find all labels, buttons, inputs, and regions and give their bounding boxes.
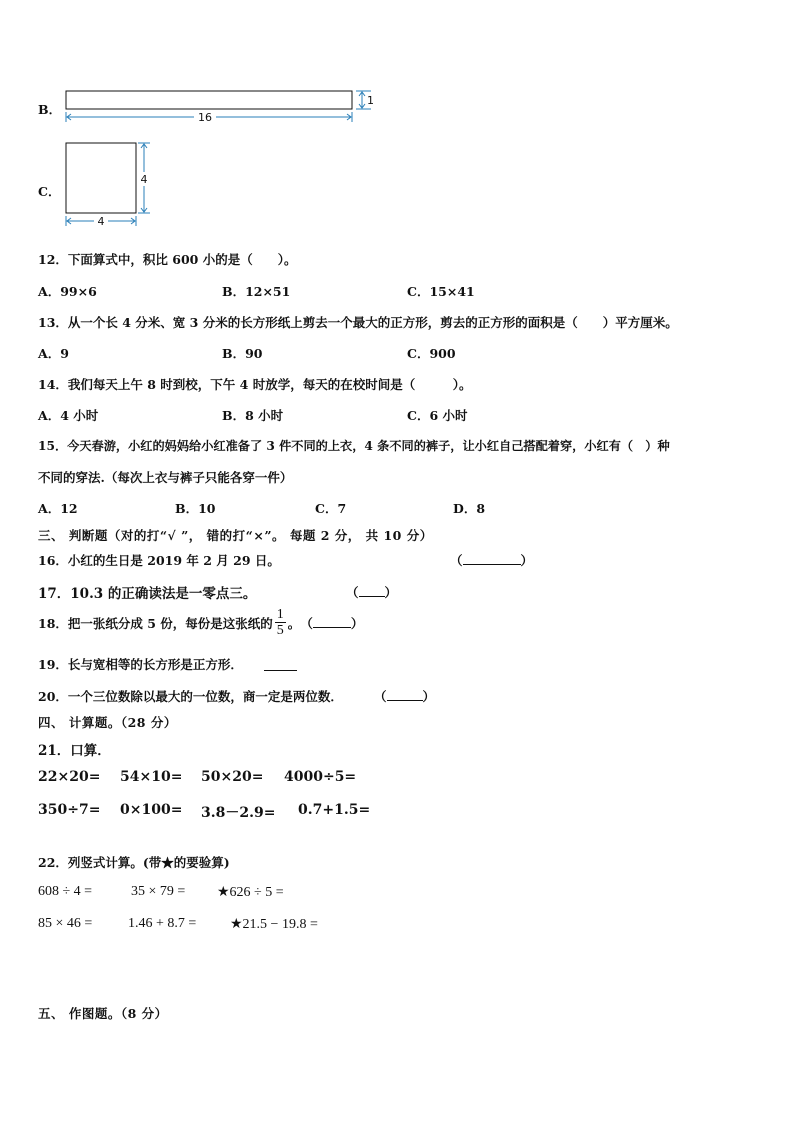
- question-17: 17．10.3 的正确读法是一零点三。: [38, 586, 257, 602]
- square-c-figure: [58, 136, 158, 232]
- q20-answer-blank[interactable]: （ ）: [374, 689, 436, 704]
- question-22-title: 22．列竖式计算。(带★的要验算): [38, 855, 230, 870]
- question-15-line2: 不同的穿法.（每次上衣与裤子只能各穿一件）: [38, 470, 293, 485]
- section-5-title: 五、 作图题。（8 分）: [38, 1006, 168, 1021]
- q14-option-c: C．6 小时: [407, 408, 468, 423]
- option-c-label: C．: [38, 184, 61, 199]
- q15-option-c: C．7: [315, 501, 347, 516]
- q12-option-b: B．12×51: [222, 284, 291, 299]
- rectangle-b-length: 16: [198, 111, 212, 124]
- vertical-calc-4: 85 × 46 =: [38, 916, 93, 931]
- question-19: 19．长与宽相等的长方形是正方形．: [38, 657, 243, 672]
- question-13: 13．从一个长 4 分米、宽 3 分米的长方形纸上剪去一个最大的正方形，剪去的正方形的面积是（ ）平方厘米。: [38, 315, 678, 330]
- oral-calc-2: 54×10=: [120, 769, 183, 785]
- question-16: 16．小红的生日是 2019 年 2 月 29 日。: [38, 553, 280, 568]
- q12-option-a: A．99×6: [38, 284, 97, 299]
- question-21-title: 21．口算．: [38, 743, 111, 759]
- oral-calc-3: 50×20=: [201, 769, 264, 785]
- option-b-label: B．: [38, 102, 62, 117]
- section-4-title: 四、 计算题。（28 分）: [38, 715, 177, 730]
- question-14: 14．我们每天上午 8 时到校，下午 4 时放学，每天的在校时间是（ ）。: [38, 377, 472, 392]
- section-3-title: 三、 判断题（对的打“√ ”， 错的打“×”。 每题 2 分， 共 10 分）: [38, 528, 433, 543]
- oral-calc-8: 0.7+1.5=: [298, 802, 371, 818]
- q13-option-c: C．900: [407, 346, 456, 361]
- rectangle-b-figure: [58, 86, 388, 128]
- question-12: 12．下面算式中，积比 600 小的是（ ）。: [38, 252, 297, 267]
- question-15-line1: 15．今天春游，小红的妈妈给小红准备了 3 件不同的上衣，4 条不同的裤子，让小红自己搭配着穿，小红有（ ）种: [38, 439, 670, 453]
- rectangle-b-width: 1: [367, 94, 374, 107]
- vertical-calc-5: 1.46 + 8.7 =: [128, 916, 197, 931]
- q14-option-b: B．8 小时: [222, 408, 284, 423]
- oral-calc-1: 22×20=: [38, 769, 101, 785]
- q14-option-a: A．4 小时: [38, 408, 99, 423]
- square-c-right-side: 4: [140, 173, 148, 186]
- oral-calc-4: 4000÷5=: [284, 769, 357, 785]
- q18-answer-blank[interactable]: （ ）: [300, 615, 364, 631]
- vertical-calc-1: 608 ÷ 4 =: [38, 884, 93, 899]
- q15-option-d: D．8: [453, 501, 486, 516]
- oral-calc-6: 0×100=: [120, 802, 183, 818]
- vertical-calc-6: ★21.5 − 19.8 =: [230, 917, 318, 932]
- q13-option-a: A．9: [38, 346, 69, 361]
- q15-option-a: A．12: [38, 501, 78, 516]
- fraction-one-fifth: $\frac{1}{5}$: [276, 607, 284, 638]
- q12-option-c: C．15×41: [407, 284, 475, 299]
- oral-calc-7: 3.8－2.9=: [201, 805, 276, 821]
- q15-option-b: B．10: [175, 501, 216, 516]
- vertical-calc-2: 35 × 79 =: [131, 884, 186, 899]
- oral-calc-5: 350÷7=: [38, 802, 101, 818]
- vertical-calc-3: ★626 ÷ 5 =: [217, 885, 284, 900]
- square-c-bottom-side: 4: [97, 215, 105, 228]
- q16-answer-blank[interactable]: （ ）: [450, 553, 534, 568]
- q13-option-b: B．90: [222, 346, 263, 361]
- question-18: 18．把一张纸分成 5 份，每份是这张纸的 $\frac{1}{5}$ 。 （ ）: [38, 607, 364, 638]
- question-20: 20．一个三位数除以最大的一位数，商一定是两位数．: [38, 689, 343, 704]
- q19-answer-blank[interactable]: [264, 656, 297, 675]
- q17-answer-blank[interactable]: （ ）: [346, 585, 398, 600]
